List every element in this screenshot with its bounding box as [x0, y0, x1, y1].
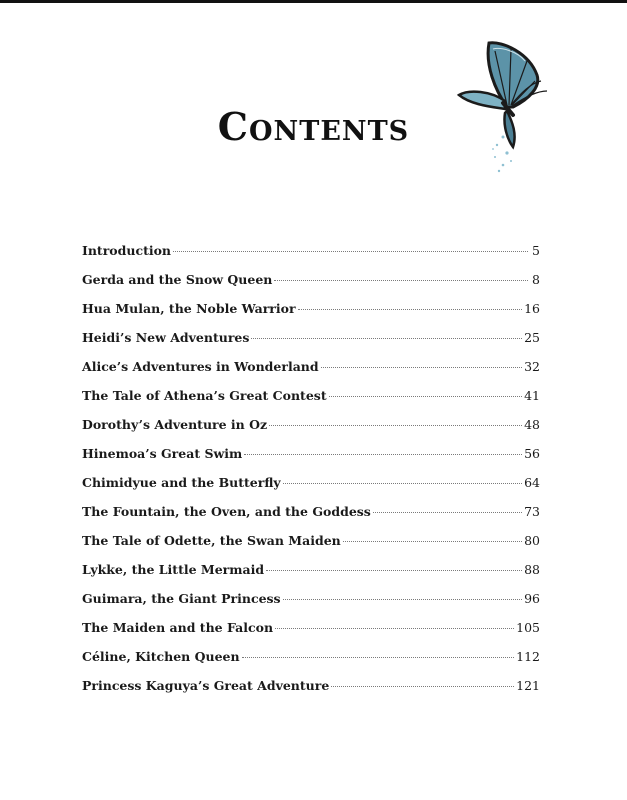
- toc-entry-title: Hinemoa’s Great Swim: [82, 446, 243, 461]
- toc-entry-title: Alice’s Adventures in Wonderland: [82, 359, 319, 374]
- toc-entry-page-number: 112: [516, 649, 540, 664]
- dot-leader: [283, 599, 523, 600]
- toc-entry-page-number: 16: [524, 301, 540, 316]
- table-of-contents: [82, 243, 540, 707]
- toc-entry[interactable]: [82, 678, 540, 707]
- toc-entry-page-number: 32: [524, 359, 540, 374]
- toc-entry-page-number: 5: [532, 243, 540, 258]
- dot-leader: [331, 686, 514, 687]
- dot-leader: [173, 251, 528, 252]
- toc-entry[interactable]: [82, 533, 540, 562]
- toc-entry[interactable]: [82, 504, 540, 533]
- toc-entry-title: The Tale of Odette, the Swan Maiden: [82, 533, 341, 548]
- toc-entry-page-number: 80: [524, 533, 540, 548]
- dot-leader: [266, 570, 522, 571]
- toc-entry[interactable]: [82, 446, 540, 475]
- dot-leader: [283, 483, 522, 484]
- toc-entry-page-number: 88: [524, 562, 540, 577]
- page-title: Contents: [217, 104, 410, 149]
- toc-entry[interactable]: [82, 475, 540, 504]
- toc-entry[interactable]: [82, 301, 540, 330]
- toc-entry-title: Hua Mulan, the Noble Warrior: [82, 301, 296, 316]
- toc-entry-title: Introduction: [82, 243, 172, 258]
- toc-entry-title: Gerda and the Snow Queen: [82, 272, 273, 287]
- toc-entry[interactable]: [82, 330, 540, 359]
- dot-leader: [242, 657, 515, 658]
- toc-entry[interactable]: [82, 272, 540, 301]
- toc-entry[interactable]: [82, 562, 540, 591]
- dot-leader: [298, 309, 523, 310]
- toc-entry[interactable]: [82, 359, 540, 388]
- toc-entry-title: Chimidyue and the Butterfly: [82, 475, 281, 490]
- toc-entry[interactable]: [82, 620, 540, 649]
- toc-entry-title: Guimara, the Giant Princess: [82, 591, 281, 606]
- top-border-rule: [0, 0, 627, 3]
- dot-leader: [373, 512, 522, 513]
- toc-entry-page-number: 96: [524, 591, 540, 606]
- toc-entry-page-number: 73: [524, 504, 540, 519]
- toc-entry-title: The Fountain, the Oven, and the Goddess: [82, 504, 371, 519]
- toc-entry-page-number: 41: [524, 388, 540, 403]
- toc-entry-title: Princess Kaguya’s Great Adventure: [82, 678, 330, 693]
- toc-entry[interactable]: [82, 388, 540, 417]
- dot-leader: [275, 628, 514, 629]
- toc-entry-title: Dorothy’s Adventure in Oz: [82, 417, 268, 432]
- dot-leader: [251, 338, 522, 339]
- toc-entry-title: Céline, Kitchen Queen: [82, 649, 240, 664]
- toc-entry-page-number: 56: [524, 446, 540, 461]
- toc-entry-page-number: 8: [532, 272, 540, 287]
- dot-leader: [343, 541, 522, 542]
- dot-leader: [274, 280, 528, 281]
- toc-entry[interactable]: [82, 649, 540, 678]
- dot-leader: [321, 367, 522, 368]
- toc-entry-page-number: 121: [516, 678, 540, 693]
- toc-entry-title: Lykke, the Little Mermaid: [82, 562, 265, 577]
- dot-leader: [244, 454, 522, 455]
- toc-entry[interactable]: [82, 243, 540, 272]
- toc-entry-title: The Maiden and the Falcon: [82, 620, 274, 635]
- toc-entry-title: Heidi’s New Adventures: [82, 330, 250, 345]
- toc-entry-page-number: 105: [516, 620, 540, 635]
- toc-entry-page-number: 25: [524, 330, 540, 345]
- toc-entry-page-number: 64: [524, 475, 540, 490]
- toc-entry-page-number: 48: [524, 417, 540, 432]
- toc-entry-title: The Tale of Athena’s Great Contest: [82, 388, 327, 403]
- dot-leader: [329, 396, 523, 397]
- toc-entry[interactable]: [82, 591, 540, 620]
- toc-entry[interactable]: [82, 417, 540, 446]
- dot-leader: [269, 425, 522, 426]
